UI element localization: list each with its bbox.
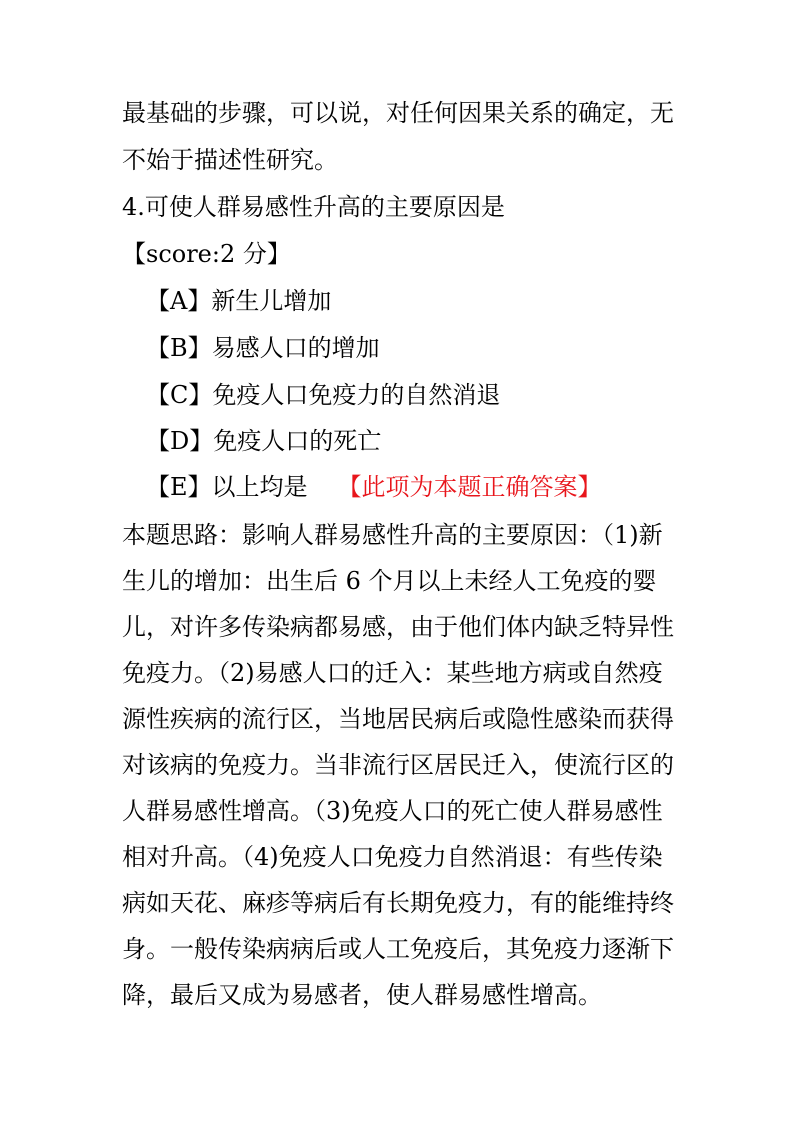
option-a: 【A】新生儿增加 xyxy=(146,287,332,315)
option-c: 【C】免疫人口免疫力的自然消退 xyxy=(146,381,501,409)
question-score: 【score:2 分】 xyxy=(122,240,291,268)
intro-line-2: 不始于描述性研究。 xyxy=(122,146,338,174)
explanation-line-10: 身。一般传染病病后或人工免疫后，其免疫力逐渐下 xyxy=(122,935,674,963)
intro-line-1: 最基础的步骤，可以说，对任何因果关系的确定，无 xyxy=(122,99,674,127)
explanation-line-3: 儿，对许多传染病都易感，由于他们体内缺乏特异性 xyxy=(122,613,674,641)
explanation-line-1: 本题思路：影响人群易感性升高的主要原因：（1)新 xyxy=(122,521,663,549)
option-d: 【D】免疫人口的死亡 xyxy=(146,427,382,455)
option-e-row xyxy=(146,472,706,502)
correct-answer-mark: 【此项为本题正确答案】 xyxy=(337,473,602,501)
explanation-line-9: 病如天花、麻疹等病后有长期免疫力，有的能维持终 xyxy=(122,889,674,917)
explanation-line-6: 对该病的免疫力。当非流行区居民迁入，使流行区的 xyxy=(122,751,674,779)
option-b: 【B】易感人口的增加 xyxy=(146,334,380,362)
explanation-line-8: 相对升高。（4)免疫人口免疫力自然消退：有些传染 xyxy=(122,843,663,871)
explanation-line-5: 源性疾病的流行区，当地居民病后或隐性感染而获得 xyxy=(122,705,674,733)
explanation-line-2: 生儿的增加：出生后 6 个月以上未经人工免疫的婴 xyxy=(122,567,657,595)
explanation-line-11: 降，最后又成为易感者，使人群易感性增高。 xyxy=(122,981,602,1009)
explanation-line-4: 免疫力。（2)易感人口的迁入：某些地方病或自然疫 xyxy=(122,659,663,687)
question-text: 4.可使人群易感性升高的主要原因是 xyxy=(122,193,505,221)
explanation-line-7: 人群易感性增高。（3)免疫人口的死亡使人群易感性 xyxy=(122,797,663,825)
option-e: 【E】以上均是 xyxy=(146,473,308,501)
